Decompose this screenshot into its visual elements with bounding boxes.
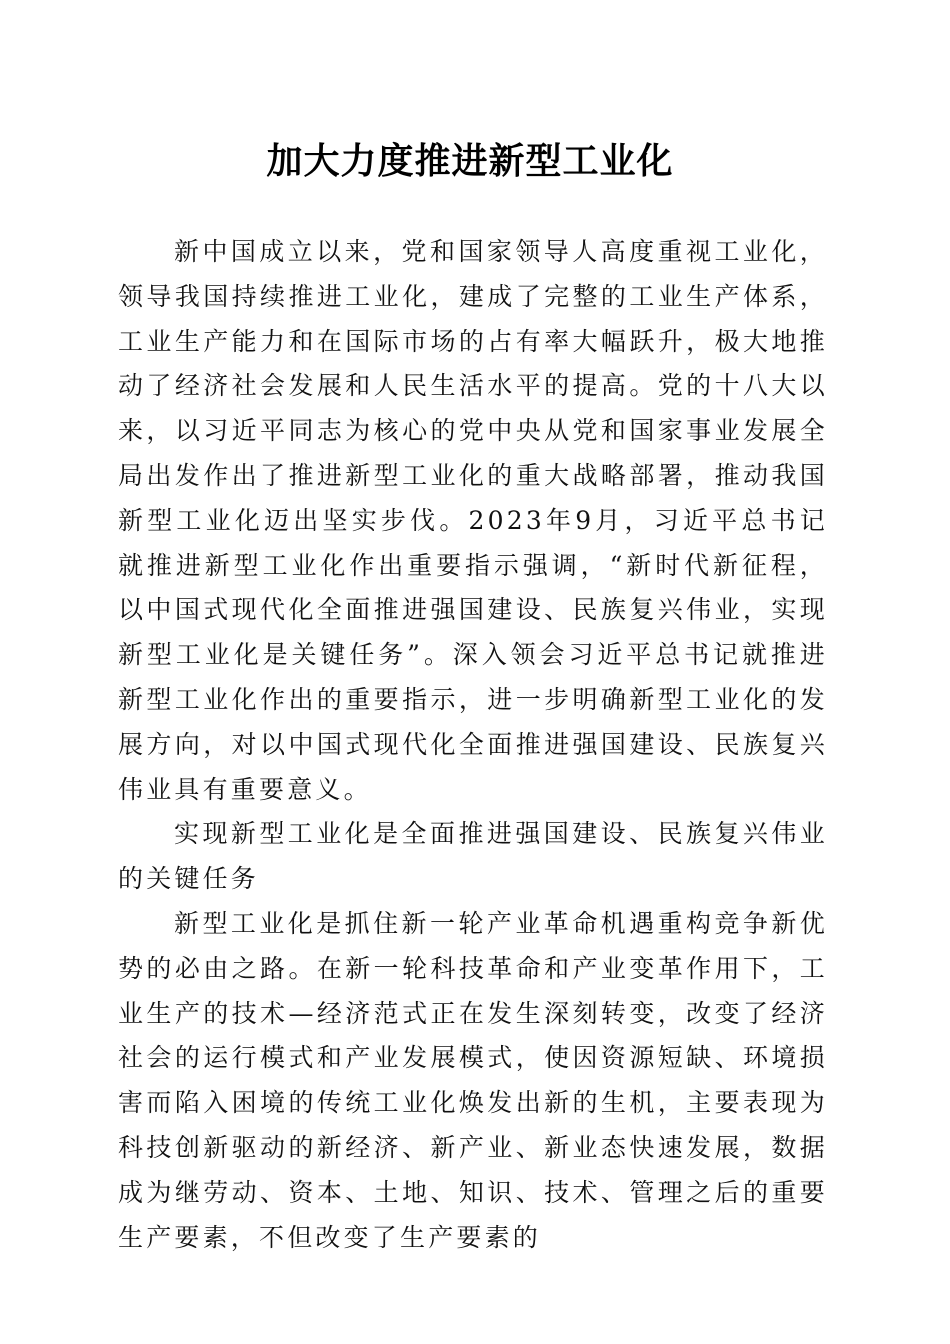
document-body bbox=[118, 230, 828, 1260]
document-title: 加大力度推进新型工业化 bbox=[266, 140, 674, 182]
paragraph-intro: 新中国成立以来，党和国家领导人高度重视工业化，领导我国持续推进工业化，建成了完整的工业生产体系，工业生产能力和在国际市场的占有率大幅跃升，极大地推动了经济社会发展和人民生活水平的提高。党的十八大以来，以习近平同志为核心的党中央从党和国家事业发展全局出发作出了推进新型工业化的重大战略部署，推动我国新型工业化迈出坚实步伐。2023年9月，习近平总书记就推进新型工业化作出重要指示强调，“新时代新征程，以中国式现代化全面推进强国建设、民族复兴伟业，实现新型工业化是关键任务”。深入领会习近平总书记就推进新型工业化作出的重要指示，进一步明确新型工业化的发展方向，对以中国式现代化全面推进强国建设、民族复兴伟业具有重要意义。 bbox=[118, 237, 828, 804]
paragraph-new-industrialization: 新型工业化是抓住新一轮产业革命机遇重构竞争新优势的必由之路。在新一轮科技革命和产业变革作用下，工业生产的技术—经济范式正在发生深刻转变，改变了经济社会的运行模式和产业发展模式，使因资源短缺、环境损害而陷入困境的传统工业化焕发出新的生机，主要表现为科技创新驱动的新经济、新产业、新业态快速发展，数据成为继劳动、资本、土地、知识、技术、管理之后的重要生产要素，不但改变了生产要素的 bbox=[118, 908, 828, 1252]
paragraph-section-heading: 实现新型工业化是全面推进强国建设、民族复兴伟业的关键任务 bbox=[118, 819, 828, 894]
